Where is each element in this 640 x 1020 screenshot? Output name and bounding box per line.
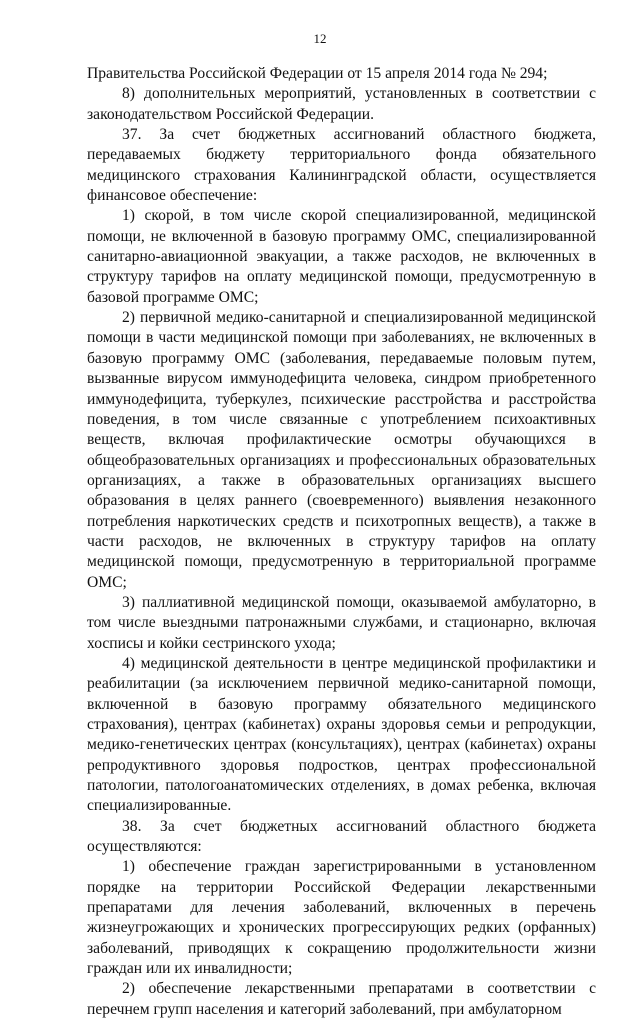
paragraph: 1) скорой, в том числе скорой специализированной, медицинской помощи, не включенной в базовую программу ОМС, специализированной санитарно-авиационной эвакуации, а также расходов, не включенных в структуру тарифов на оплату медицинской помощи, предусмотренную в базовой программе ОМС; bbox=[87, 207, 596, 306]
paragraph: 2) первичной медико-санитарной и специализированной медицинской помощи в части медицинской помощи при заболеваниях, не включенных в базовую программу ОМС (заболевания, передаваемые половым путем, вызванные вирусом иммунодефицита человека, синдром приобретенного иммунодефицита, туберкулез, психические расстройства и расстройства поведения, в том числе связанные с употреблением психоактивных веществ, включая профилактические осмотры обучающихся в общеобразовательных организациях и профессиональных образовательных организациях, а также в образовательных организациях высшего образования в целях раннего (своевременного) выявления незаконного потребления наркотических средств и психотропных веществ), а также в части расходов, не включенных в структуру тарифов на оплату медицинской помощи, предусмотренную в территориальной программе ОМС; bbox=[87, 309, 596, 591]
paragraph: 8) дополнительных мероприятий, установленных в соответствии с законодательством Российской Федерации. bbox=[87, 85, 596, 123]
paragraph: 38. За счет бюджетных ассигнований областного бюджета осуществляются: bbox=[87, 817, 596, 856]
paragraph: 37. За счет бюджетных ассигнований областного бюджета, передаваемых бюджету территориального фонда обязательного медицинского страхования Калининградской области, осуществляется финансовое обеспечение: bbox=[87, 126, 596, 205]
document-body bbox=[87, 64, 596, 1020]
page-number: 12 bbox=[313, 31, 327, 46]
paragraph: 3) паллиативной медицинской помощи, оказываемой амбулаторно, в том числе выездными патронажными службами, и стационарно, включая хосписы и койки сестринского ухода; bbox=[87, 593, 596, 652]
paragraph: 2) обеспечение лекарственными препаратами в соответствии с перечнем групп населения и категорий заболеваний, при амбулаторном bbox=[87, 980, 596, 1018]
paragraph: 1) обеспечение граждан зарегистрированными в установленном порядке на территории Российской Федерации лекарственными препаратами для лечения заболеваний, включенных в перечень жизнеугрожающих и хронических прогрессирующих редких (орфанных) заболеваний, приводящих к сокращению продолжительности жизни граждан или их инвалидности; bbox=[87, 858, 596, 978]
paragraph: 4) медицинской деятельности в центре медицинской профилактики и реабилитации (за исключением первичной медико-санитарной помощи, включенной в базовую программу обязательного медицинского страхования), центрах (кабинетах) охраны здоровья семьи и репродукции, медико-генетических центрах (консультациях), центрах (кабинетах) охраны репродуктивного здоровья подростков, центрах профессиональной патологии, патологоанатомических отделениях, в домах ребенка, включая специализированные. bbox=[87, 654, 596, 815]
paragraph: Правительства Российской Федерации от 15 апреля 2014 года № 294; bbox=[87, 65, 548, 82]
